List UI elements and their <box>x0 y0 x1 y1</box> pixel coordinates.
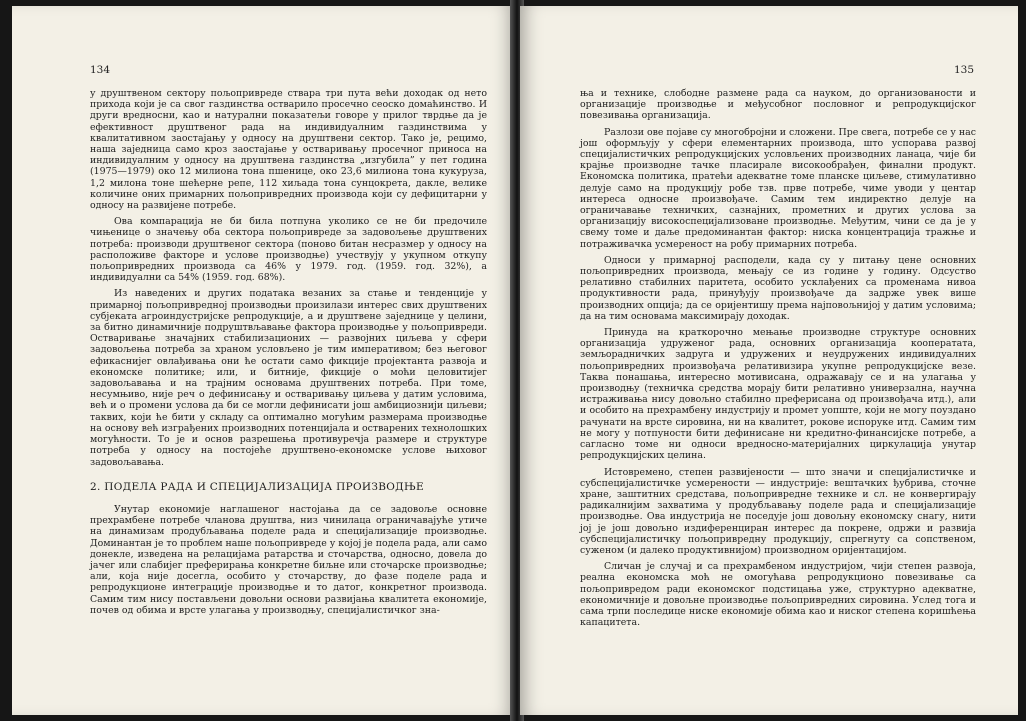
right-page-body <box>580 88 976 633</box>
paragraph: у друштвеном сектору пољопривреде ствара три пута већи доходак од нето прихода који је са свог газдинства остварило просечно сеоско домаћинство. И други вредносни, као и натурални показатељи говоре у прилог тврдње да је ефективност друштвеног рада на индивидуалним газдинствима у квалитативном заостајању у односу на друштвени сектор. Тако је, рецимо, наша заједница само кроз заостајање у остваривању просечног приноса на индивидуалним у односу на друштвена газдинства „изгубила” у пет година (1975—1979) око 12 милиона тона пшенице, око 23,6 милиона тона кукуруза, 1,2 милона тоне шећерне репе, 112 хиљада тона сунцокрета, дакле, велике количине оних примарних пољопривредних производа који су дефицитарни у односу на развијене потребе. <box>90 88 487 212</box>
paragraph: Унутар економије наглашеног настојања да се задовоље основне прехрамбене потребе чланова друштва, низ чинилаца ограничавајуће утиче на динамизам продубљавања поделе рада и специјализације производње. Доминантан је то проблем наше пољопривреде у којој је подела рада, али само донекле, изведена на релацијама ратарства и сточарства, односно, довела до јачег или слабијег преферирања конкретне биљне или сточарске производње; али, која није досегла, особито у сточарству, до фазе поделе рада и репродукционе интеграције производње и то датог, конкретног производа. Самим тим нису постављени довољни основи развијања квалитета економије, почев од обима и врсте улагања у производњу, специјалистичког зна- <box>90 503 487 616</box>
left-page-body <box>90 88 487 621</box>
paragraph: Принуда на краткорочно мењање производне структуре основних организација удруженог рада, основних организација кооператата, земљорадничких задруга и удружених и неудружених индивидуалних пољопривредних произвођача релативизира укупне репродукцијске везе. Таква понашања, интересно мотивисана, одражавају се и на улагања у производњу (техничка средства морају бити релативно универзална, научна истраживања нису довољно стабилно преферисана од произвођача итд.), али и особито на прехрамбену индустрију и промет уопште, који не могу поуздано рачунати на врсте сировина, ни на квалитет, рокове испоруке итд. Самим тим не могу у потпуности бити дефинисане ни кредитно-финансијске потребе, а сагласно томе ни односи вредносно-материјалних циркулација унутар репродукцијских целина. <box>580 327 976 462</box>
paragraph: Сличан је случај и са прехрамбеном индустријом, чији степен развоја, реална економска моћ не омогућава репродукционо повезивање са пољопривредом ради економског подстицања уже, структурно адекватне, економичније и довољне производње пољопривредних сировина. Услед тога и сама трпи последице ниске економије обима као и ниског степена коришћења капацитета. <box>580 561 976 629</box>
page-number-right: 135 <box>953 64 974 76</box>
paragraph: Ова компарација не би била потпуна уколико се не би предочиле чињенице о значењу оба сектора пољопривреде за задовољење друштвених потреба: производи друштвеног сектора (поново битан несразмер у односу на расположиве факторе и услове производње) учествују у укупном откупу пољопривредних производа са 46% у 1979. год. (1959. год. 32%), а индивидуални са 54% (1959. год. 68%). <box>90 216 487 284</box>
left-page <box>12 6 514 715</box>
paragraph: Истовремено, степен развијености — што значи и специјалистичке и субспецијалистичке усмерености — индустрије: вештачких ђубрива, сточне хране, заштитних средстава, пољопривредне технике и сл. не конвергирају радикалнијим захватима у продубљавању поделе рада и специјализације производње. Ова индустрија не поседује још довољну економску снагу, нити јој је још довољно издиференциран интерес да покрене, одржи и развија субспецијалистичку пољопривредну продукцију, спрегнуту са сопственом, суженом (и далеко продуктивнијом) производном оријентацијом. <box>580 466 976 556</box>
paragraph: Разлози ове појаве су многобројни и сложени. Пре свега, потребе се у нас још оформљују у сфери елементарних производа, што успорава развој специјалистичких репродукцијских условљених производних ланаца, чије би крајње производне тачке пласирале високообрађен, финални продукт. Економска политика, пратећи адекватне томе планске циљеве, стимулативно делује само на продукцију робе тзв. прве потребе, чиме уводи у центар интереса односне произвођаче. Самим тем индиректно делује на ограничавање техничких, сазнајних, прометних и других услова за организацију високоспецијализоване производње. Међутим, чини се да је у свему томе и даље предоминантан фактор: ниска концентрација тражње и потраживачка усмереност на робу примарних потреба. <box>580 126 976 250</box>
page-number-left: 134 <box>90 64 111 76</box>
paragraph: Из наведених и других података везаних за стање и тенденције у примарној пољопривредној производњи произилази интерес свих друштвених субјеката агроиндустријске репродукције, а и друштвене заједнице у целини, за битно динамичније подруштвљавање фактора производње у пољопривреди. Остваривање значајних стабилизационих — развојних циљева у сфери задовољења потреба за храном условљено је тим императивом; без његовог ефикаснијег овлађивања они ће остати само фикције пројектанта развоја и економске политике; или, и битније, фикције о моћи целовитијег задовољавања и на трајним основама друштвених потреба. При томе, несумњиво, није реч о дефинисању и остваривању циљева у датим условима, већ и о промени услова да би се могли дефинисати још амбициознији циљеви; таквих, који ће бити у складу са оптимално могућим размерама производње на основу већ изграђених производних потенцијала и остварених технолошких могућности. То је и основ разрешења противуречја размере и структуре потреба у односу на постојеће друштвено-економске услове њиховог задовољавања. <box>90 288 487 468</box>
paragraph: ња и технике, слободне размене рада са науком, до организованости и организације производње и међусобног пословног и репродукцијског повезивања организација. <box>580 88 976 122</box>
section-heading: 2. ПОДЕЛА РАДА И СПЕЦИЈАЛИЗАЦИЈА ПРОИЗВОДЊЕ <box>90 480 424 493</box>
paragraph: Односи у примарној расподели, када су у питању цене основних пољопривредних производа, мењају се из године у годину. Одсуство релативно стабилних паритета, особито усклађених са променама нивоа продуктивности рада, принуђују произвођаче да задрже увек више производних опција; да се оријентишу према најповољнијој у датим условима; да на тим основама максимирају доходак. <box>580 254 976 322</box>
right-page <box>520 6 1018 715</box>
